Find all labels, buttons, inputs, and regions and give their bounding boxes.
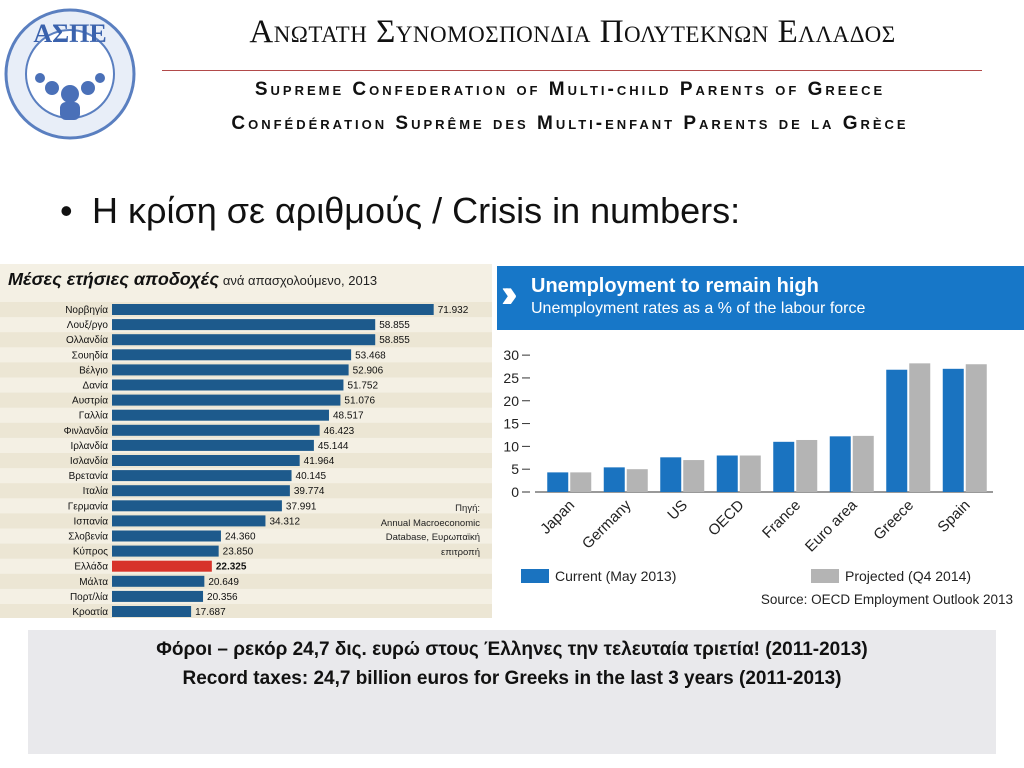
record-taxes-box xyxy=(28,630,996,754)
salary-bar xyxy=(112,515,265,526)
y-tick-label: 0 xyxy=(511,484,519,500)
salary-bar xyxy=(112,410,329,421)
org-name-french: Confédération Suprême des Multi-enfant Parents de la Grèce xyxy=(231,113,909,134)
unemployment-legend xyxy=(521,568,1017,588)
salary-bar xyxy=(112,364,349,375)
salary-bar xyxy=(112,380,343,391)
salary-value-label: 52.906 xyxy=(352,365,384,377)
salary-bar xyxy=(112,606,191,617)
salary-source-line: Database, Ευρωπαϊκή επιτροπή xyxy=(385,532,480,559)
salary-category-label: Νορβηγία xyxy=(65,305,108,316)
x-category-label: Japan xyxy=(537,496,579,538)
bar-projected xyxy=(740,456,761,493)
unemployment-subtitle: Unemployment rates as a % of the labour force xyxy=(531,300,866,317)
header-divider xyxy=(162,70,982,71)
salary-value-label: 37.991 xyxy=(285,501,317,513)
unemployment-title: Unemployment to remain high xyxy=(531,275,819,297)
salary-category-label: Ιρλανδία xyxy=(70,440,108,452)
taxes-line-greek: Φόροι – ρεκόρ 24,7 δις. ευρώ στους Έλληνες την τελευταία τριετία! (2011-2013) xyxy=(156,639,868,660)
salary-bar xyxy=(112,561,212,572)
salary-bar xyxy=(112,349,351,360)
salary-bar xyxy=(112,304,434,315)
salary-category-label: Μάλτα xyxy=(79,576,108,588)
salary-category-label: Βρετανία xyxy=(68,471,108,483)
bar-current xyxy=(604,467,625,492)
x-category-label: Germany xyxy=(578,496,635,553)
salary-value-label: 22.325 xyxy=(215,561,247,573)
legend-item-projected xyxy=(811,568,971,584)
bullet-heading xyxy=(60,190,740,232)
bar-projected xyxy=(909,363,930,492)
x-category-label: US xyxy=(664,496,692,524)
bar-projected xyxy=(796,440,817,492)
salary-category-label: Γερμανία xyxy=(67,501,108,513)
salary-value-label: 41.964 xyxy=(303,456,335,467)
y-tick-label: 25 xyxy=(503,369,519,386)
x-category-label: Euro area xyxy=(801,496,861,556)
salary-source-line: Πηγή: xyxy=(455,503,480,514)
bar-current xyxy=(547,472,568,492)
confederation-logo xyxy=(2,2,138,142)
x-category-label: Spain xyxy=(934,496,974,536)
salary-bar xyxy=(112,455,300,466)
org-name-greek: Ανωτατη Συνομοσπονδια Πολυτεκνων Ελλαδος xyxy=(249,14,896,50)
x-category-label: France xyxy=(759,496,805,542)
bar-projected xyxy=(683,460,704,492)
legend-swatch-projected xyxy=(811,569,839,583)
salary-value-label: 34.312 xyxy=(269,516,301,528)
salary-value-label: 51.752 xyxy=(347,380,379,392)
salary-value-label: 40.145 xyxy=(295,471,327,483)
salary-value-label: 20.649 xyxy=(208,576,239,588)
salary-bar xyxy=(112,546,219,557)
salary-category-label: Σλοβενία xyxy=(68,531,108,543)
legend-swatch-current xyxy=(521,569,549,583)
salary-value-label: 53.468 xyxy=(355,350,386,362)
unemployment-chart xyxy=(497,266,1024,618)
bar-projected xyxy=(966,364,987,492)
salary-category-label: Ισπανία xyxy=(73,516,108,528)
salary-title-main: Μέσες ετήσιες αποδοχές xyxy=(8,269,219,289)
salary-value-label: 20.356 xyxy=(207,591,238,603)
salary-category-label: Ολλανδία xyxy=(66,335,108,347)
y-tick-label: 15 xyxy=(503,415,519,432)
unemployment-source: Source: OECD Employment Outlook 2013 xyxy=(760,592,1013,607)
salary-value-label: 45.144 xyxy=(317,440,349,452)
salary-bar xyxy=(112,319,375,330)
salary-value-label: 46.423 xyxy=(323,425,355,437)
salary-value-label: 23.850 xyxy=(222,546,254,558)
salary-bar xyxy=(112,500,282,511)
salary-category-label: Βέλγιο xyxy=(79,365,108,377)
salary-bar xyxy=(112,395,340,406)
salary-chart xyxy=(0,264,492,618)
org-name-english: Supreme Confederation of Multi-child Parents of Greece xyxy=(254,79,886,100)
salary-bar xyxy=(112,440,314,451)
y-tick-label: 20 xyxy=(503,392,519,409)
y-tick-label: 5 xyxy=(511,461,519,478)
salary-bar xyxy=(112,334,375,345)
salary-category-label: Ιταλία xyxy=(82,486,108,498)
bar-current xyxy=(886,370,907,492)
salary-bar xyxy=(112,576,204,587)
bullet-dot: • xyxy=(60,190,73,231)
salary-value-label: 48.517 xyxy=(332,410,364,422)
salary-category-label: Πορτ/λία xyxy=(69,591,108,603)
salary-category-label: Δανία xyxy=(82,380,108,392)
salary-category-label: Κροατία xyxy=(72,607,108,618)
salary-value-label: 24.360 xyxy=(224,531,256,543)
bar-current xyxy=(660,457,681,492)
salary-bar xyxy=(112,425,320,436)
salary-value-label: 17.687 xyxy=(195,607,226,618)
legend-label-projected: Projected (Q4 2014) xyxy=(845,568,972,584)
salary-row-band xyxy=(0,574,492,589)
salary-source xyxy=(360,502,480,561)
bar-current xyxy=(773,442,794,492)
salary-value-label: 51.076 xyxy=(344,395,376,407)
chevron-right-icon: ›› xyxy=(501,272,508,316)
x-category-label: OECD xyxy=(704,496,748,540)
y-tick-label: 10 xyxy=(503,438,519,455)
salary-value-label: 58.855 xyxy=(379,320,410,332)
salary-bar xyxy=(112,485,290,496)
salary-bar xyxy=(112,591,203,602)
salary-value-label: 58.855 xyxy=(379,335,410,347)
logo-text: ΑΣΠΕ xyxy=(33,19,107,48)
bullet-text: Η κρίση σε αριθμούς / Crisis in numbers: xyxy=(92,190,741,231)
x-category-label: Greece xyxy=(870,496,918,544)
salary-category-label: Φινλανδία xyxy=(63,425,108,437)
salary-value-label: 71.932 xyxy=(437,305,469,316)
unemployment-plot xyxy=(497,330,1024,566)
salary-bar xyxy=(112,531,221,542)
salary-value-label: 39.774 xyxy=(293,486,325,498)
salary-category-label: Λουξ/ργο xyxy=(66,320,108,332)
bar-current xyxy=(830,436,851,492)
salary-category-label: Αυστρία xyxy=(72,395,108,407)
salary-source-line: Annual Macroeconomic xyxy=(380,517,480,529)
y-tick-label: 30 xyxy=(503,347,519,364)
bar-current xyxy=(943,369,964,492)
legend-label-current: Current (May 2013) xyxy=(555,568,677,584)
taxes-line-english: Record taxes: 24,7 billion euros for Greeks in the last 3 years (2011-2013) xyxy=(182,667,842,689)
salary-category-label: Γαλλία xyxy=(78,410,108,422)
salary-bars xyxy=(0,264,492,618)
salary-category-label: Ελλάδα xyxy=(74,561,108,573)
salary-bar xyxy=(112,470,292,481)
bar-projected xyxy=(627,469,648,492)
bar-projected xyxy=(853,436,874,492)
salary-category-label: Ισλανδία xyxy=(69,456,108,467)
salary-category-label: Σουηδία xyxy=(71,350,108,362)
legend-item-current xyxy=(521,568,676,584)
bar-current xyxy=(717,456,738,493)
salary-category-label: Κύπρος xyxy=(72,546,108,558)
bar-projected xyxy=(570,472,591,492)
salary-title-sub: ανά απασχολούμενο, 2013 xyxy=(222,273,378,288)
unemployment-header xyxy=(497,266,1024,330)
